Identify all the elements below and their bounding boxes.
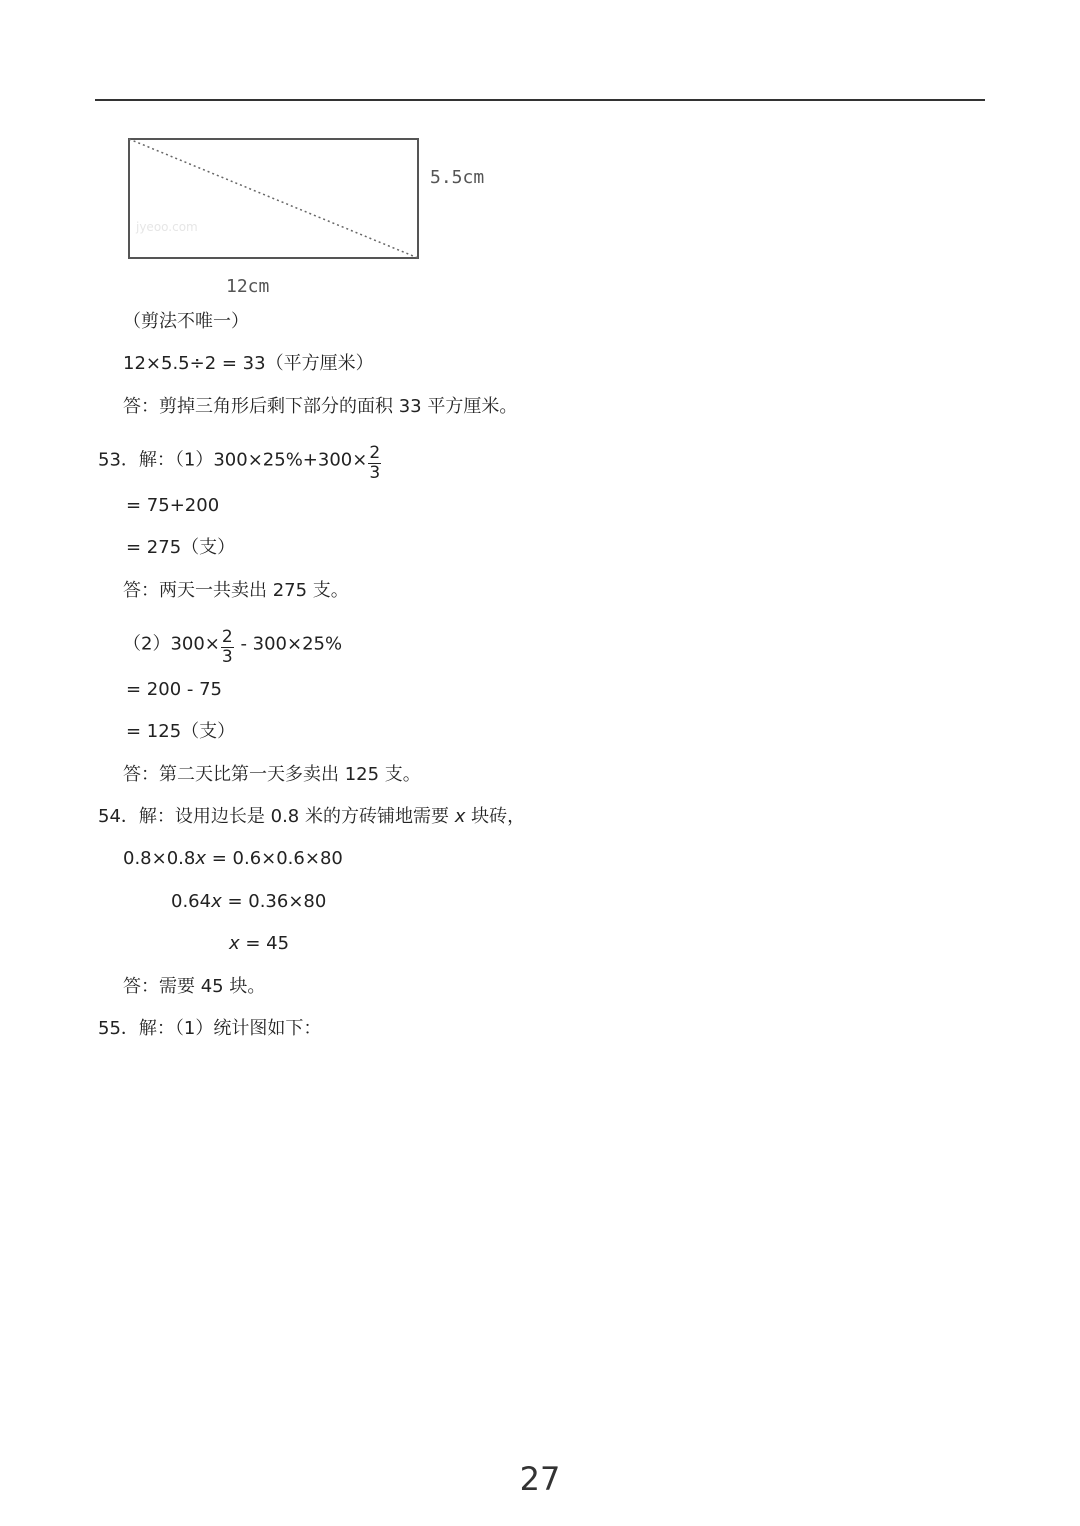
fraction-numerator: 2 xyxy=(221,627,233,647)
q53-header-text: 53．解：（1）300×25%+300× xyxy=(98,449,368,471)
q54-header-rest: 块砖， xyxy=(465,806,526,827)
height-label: 5.5cm xyxy=(430,167,485,188)
fraction-denominator: 3 xyxy=(369,463,381,483)
q53-answer-1: 答：两天一共卖出 275 支。 xyxy=(123,580,349,601)
watermark-text: jyeoo.com xyxy=(136,220,198,234)
q54-header-text: 54．解：设用边长是 0.8 米的方砖铺地需要 xyxy=(98,806,455,827)
q53-part-2-text: （2）300× xyxy=(123,633,220,655)
variable-x: x xyxy=(229,933,240,954)
variable-x: x xyxy=(195,848,206,869)
header-rule xyxy=(95,99,985,101)
equation-lhs: 0.64 xyxy=(171,891,212,912)
q53-part-2 xyxy=(123,625,343,667)
fraction xyxy=(368,444,381,483)
fraction xyxy=(221,628,234,667)
page-number: 27 xyxy=(519,1460,561,1498)
rectangle-figure xyxy=(122,130,492,300)
rectangle-diagram xyxy=(122,130,492,300)
q53-step-2: = 275（支） xyxy=(126,537,236,558)
q52-note: （剪法不唯一） xyxy=(123,311,249,332)
equation-rhs: = 45 xyxy=(239,933,290,954)
q54-equation-3 xyxy=(229,932,289,956)
width-label: 12cm xyxy=(226,276,270,297)
q54-header xyxy=(98,805,525,829)
diagonal-cut-line xyxy=(129,139,418,258)
q53-step-1: = 75+200 xyxy=(126,495,220,516)
variable-x: x xyxy=(454,806,466,827)
q54-equation-2 xyxy=(171,890,326,914)
equation-rhs: = 0.36×80 xyxy=(221,891,327,912)
fraction-denominator: 3 xyxy=(221,647,233,667)
q54-answer: 答：需要 45 块。 xyxy=(123,976,266,997)
variable-x: x xyxy=(211,891,222,912)
q52-answer: 答：剪掉三角形后剩下部分的面积 33 平方厘米。 xyxy=(123,396,518,417)
q52-calc: 12×5.5÷2 = 33（平方厘米） xyxy=(123,353,374,374)
q53-step-3: = 200 - 75 xyxy=(126,679,223,700)
q53-step-4: = 125（支） xyxy=(126,721,236,742)
q53-part-2-rest: - 300×25% xyxy=(234,633,343,655)
q54-equation-1 xyxy=(123,847,343,871)
q55-header: 55．解：（1）统计图如下： xyxy=(98,1018,322,1039)
q53-header xyxy=(98,441,382,483)
fraction-numerator: 2 xyxy=(369,443,381,463)
equation-rhs: = 0.6×0.6×80 xyxy=(206,848,343,869)
equation-lhs: 0.8×0.8 xyxy=(123,848,196,869)
q53-answer-2: 答：第二天比第一天多卖出 125 支。 xyxy=(123,764,421,785)
